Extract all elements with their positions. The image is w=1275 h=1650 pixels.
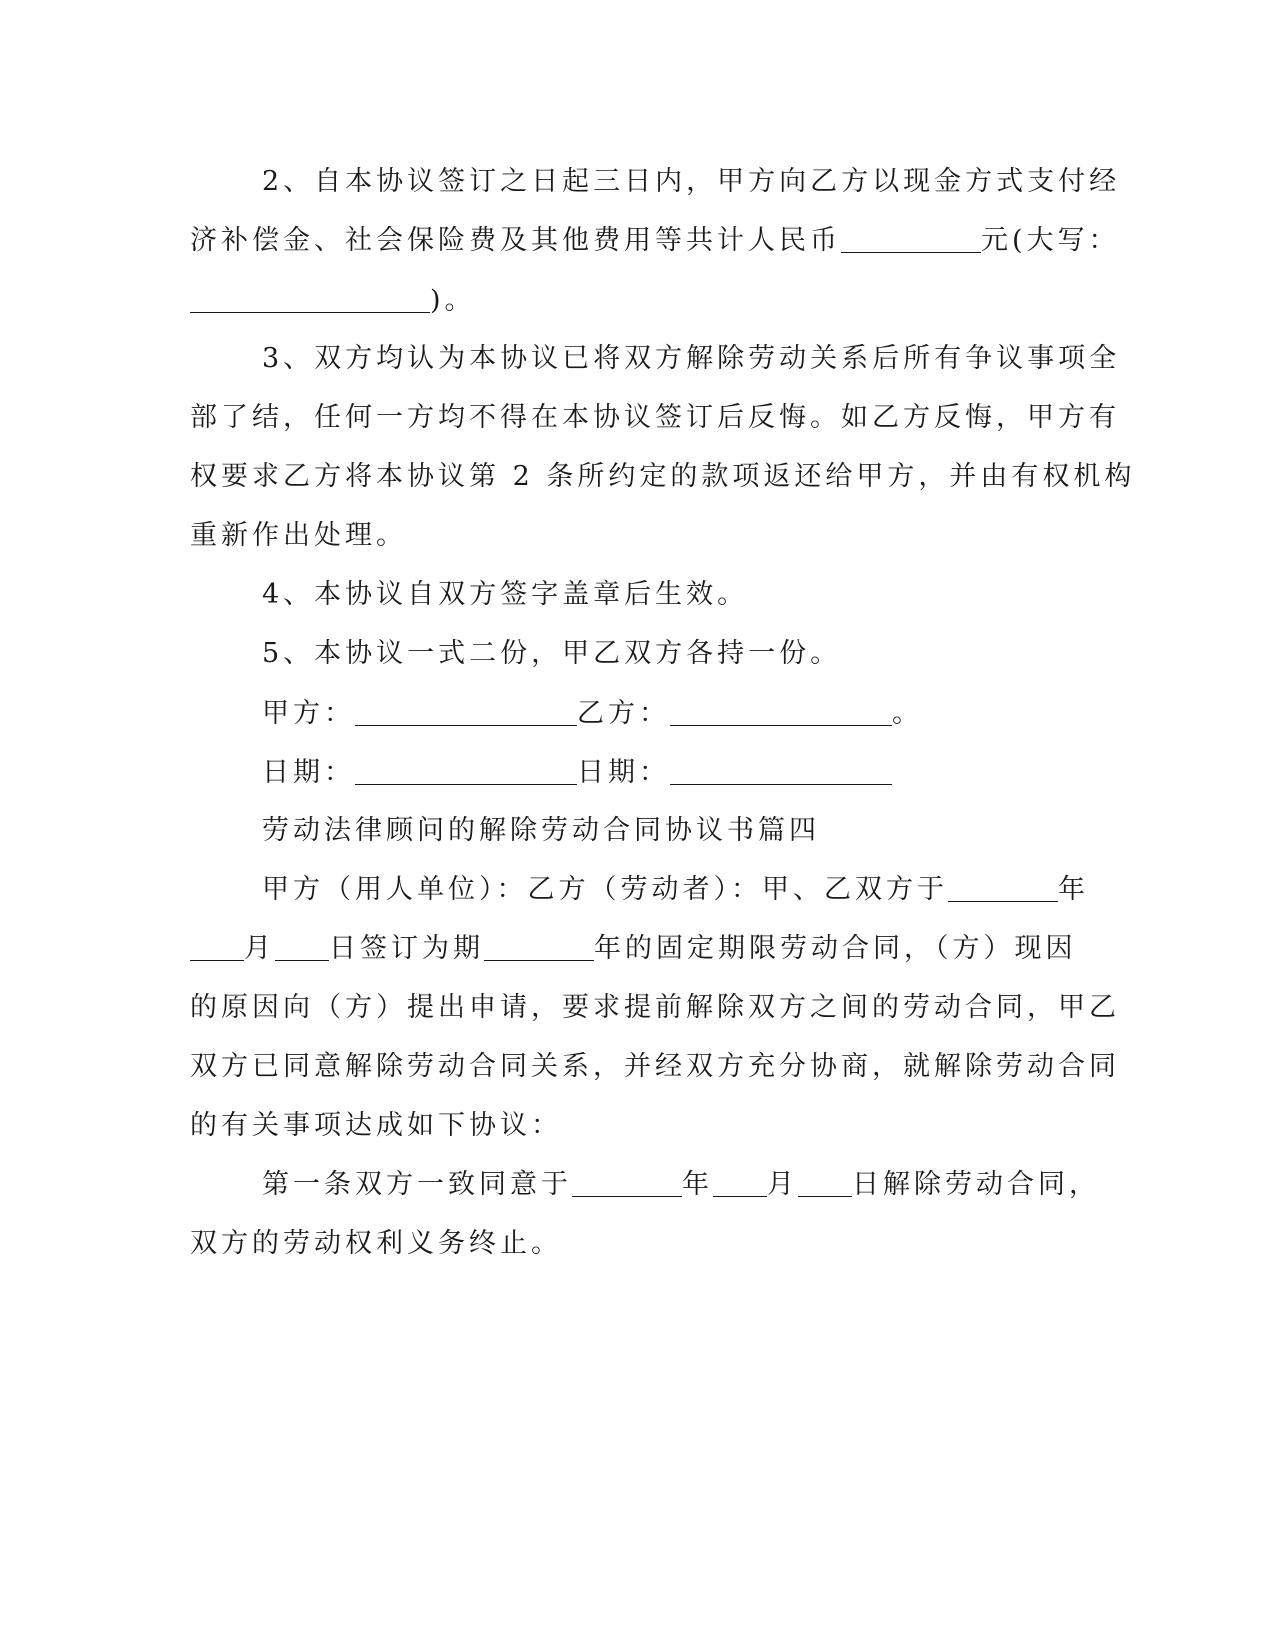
paragraph-2-line-1 <box>262 165 1120 199</box>
article-1-line-1 <box>262 1168 1100 1202</box>
amount-blank <box>841 226 981 253</box>
date-b-label: 日期： <box>577 757 670 788</box>
text: 月 <box>244 933 275 964</box>
text: 月 <box>767 1169 798 1200</box>
text: 双方已同意解除劳动合同关系，并经双方充分协商，就解除劳动合同 <box>190 1051 1120 1082</box>
party-a-label: 甲方： <box>262 698 355 729</box>
intro-line-5 <box>190 1109 562 1143</box>
date-a-blank <box>355 758 577 785</box>
text: 双方的劳动权利义务终止。 <box>190 1228 562 1259</box>
text: 元(大写： <box>981 225 1120 256</box>
intro-line-3 <box>190 991 1120 1025</box>
intro-line-1 <box>262 873 1089 907</box>
party-b-label: 乙方： <box>577 698 670 729</box>
text: 的有关事项达成如下协议： <box>190 1110 562 1141</box>
text: 年的固定期限劳动合同，（方）现因 <box>594 933 1077 964</box>
paragraph-2-line-2 <box>190 224 1120 258</box>
party-b-blank <box>670 699 892 726</box>
heading-text: 劳动法律顾问的解除劳动合同协议书篇四 <box>262 815 820 846</box>
text: 甲方（用人单位）：乙方（劳动者）：甲、乙双方于 <box>262 874 948 905</box>
section-heading <box>262 814 820 848</box>
date-line <box>262 756 892 790</box>
month-blank <box>190 934 244 961</box>
text: 第一条双方一致同意于 <box>262 1169 572 1200</box>
text: 重新作出处理。 <box>190 520 407 551</box>
term-years-blank <box>484 934 594 961</box>
paragraph-2-line-3 <box>190 284 476 318</box>
text: 3、双方均认为本协议已将双方解除劳动关系后所有争议事项全 <box>262 343 1121 374</box>
text: 4、本协议自双方签字盖章后生效。 <box>262 579 749 610</box>
paragraph-5 <box>262 637 841 671</box>
text: 的原因向（方）提出申请，要求提前解除双方之间的劳动合同，甲乙 <box>190 992 1120 1023</box>
intro-line-2 <box>190 932 1077 966</box>
text: 济补偿金、社会保险费及其他费用等共计人民币 <box>190 225 841 256</box>
text: 年 <box>682 1169 713 1200</box>
signature-line <box>262 697 923 731</box>
paragraph-3-line-2 <box>190 401 1120 435</box>
text: 权要求乙方将本协议第 2 条所约定的款项返还给甲方，并由有权机构 <box>190 461 1136 492</box>
intro-line-4 <box>190 1050 1120 1084</box>
termination-year-blank <box>572 1170 682 1197</box>
day-blank <box>275 934 329 961</box>
text: 5、本协议一式二份，甲乙双方各持一份。 <box>262 638 842 669</box>
termination-month-blank <box>713 1170 767 1197</box>
text: 2、自本协议签订之日起三日内，甲方向乙方以现金方式支付经 <box>262 166 1121 197</box>
year-blank <box>948 875 1058 902</box>
paragraph-3-line-4 <box>190 519 407 553</box>
date-b-blank <box>670 758 892 785</box>
text: 年 <box>1058 874 1089 905</box>
party-a-blank <box>355 699 577 726</box>
text: 日解除劳动合同， <box>852 1169 1100 1200</box>
amount-in-words-blank <box>190 286 430 313</box>
paragraph-3-line-1 <box>262 342 1120 376</box>
text: )。 <box>430 285 476 316</box>
date-a-label: 日期： <box>262 757 355 788</box>
termination-day-blank <box>798 1170 852 1197</box>
paragraph-3-line-3 <box>190 460 1135 494</box>
text: 部了结，任何一方均不得在本协议签订后反悔。如乙方反悔，甲方有 <box>190 402 1120 433</box>
text: 日签订为期 <box>329 933 484 964</box>
paragraph-4 <box>262 578 748 612</box>
text: 。 <box>892 698 923 729</box>
article-1-line-2 <box>190 1227 562 1261</box>
